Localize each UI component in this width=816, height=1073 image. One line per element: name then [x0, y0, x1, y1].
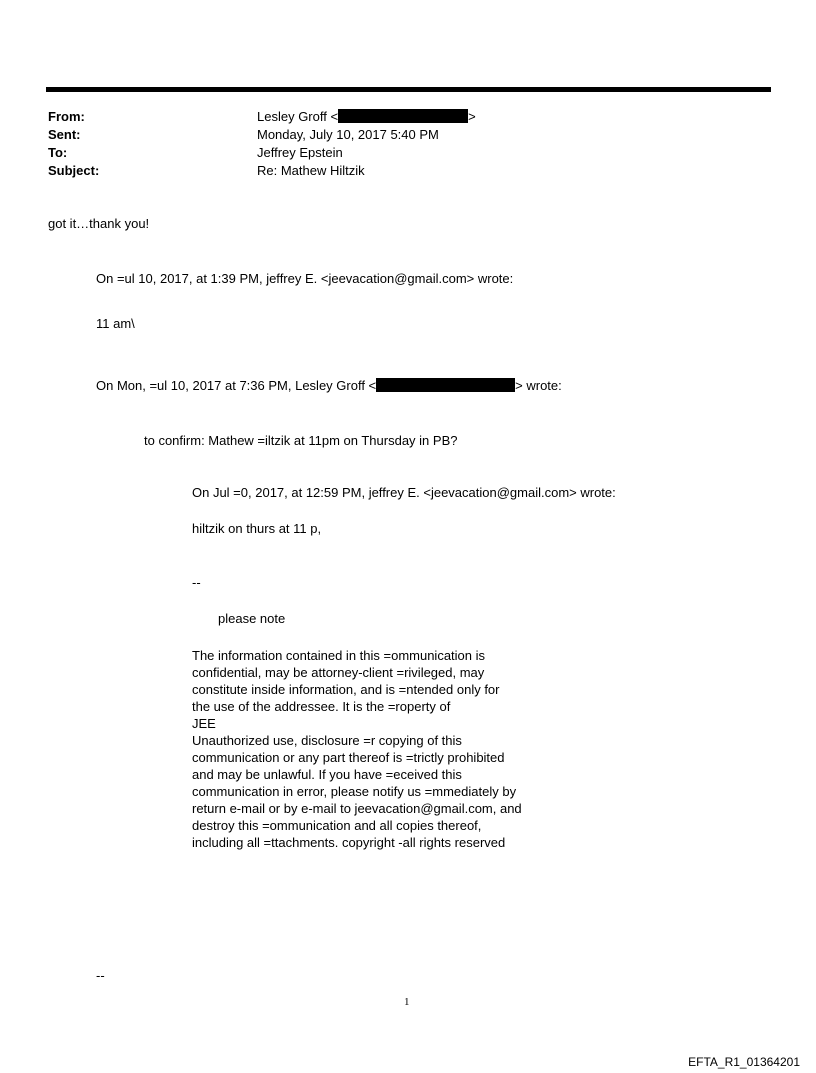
redaction-box	[376, 378, 515, 392]
disclaimer-line: confidential, may be attorney-client =rivileged, may	[192, 665, 485, 680]
quote1-header: On =ul 10, 2017, at 1:39 PM, jeffrey E. <jeevacation@gmail.com> wrote:	[96, 271, 514, 286]
disclaimer	[192, 647, 522, 851]
disclaimer-line: constitute inside information, and is =ntended only for	[192, 682, 500, 697]
disclaimer-line: destroy this =ommunication and all copies thereof,	[192, 818, 482, 833]
to-value: Jeffrey Epstein	[257, 145, 343, 160]
quote2-header	[96, 378, 562, 393]
signature-separator: --	[192, 575, 201, 590]
quote2-header-prefix: On Mon, =ul 10, 2017 at 7:36 PM, Lesley Groff <	[96, 378, 377, 393]
from-label: From:	[48, 109, 85, 124]
sent-value: Monday, July 10, 2017 5:40 PM	[257, 127, 439, 142]
subject-label: Subject:	[48, 163, 100, 178]
quote2-text: to confirm: Mathew =iltzik at 11pm on Thursday in PB?	[144, 433, 458, 448]
redaction-box	[338, 109, 468, 123]
disclaimer-line: and may be unlawful. If you have =eceived this	[192, 767, 462, 782]
reply-text: got it…thank you!	[48, 216, 150, 231]
page-number: 1	[404, 996, 410, 1008]
quote3-header: On Jul =0, 2017, at 12:59 PM, jeffrey E. <jeevacation@gmail.com> wrote:	[192, 485, 616, 500]
header-rule	[46, 87, 771, 92]
bottom-separator: --	[96, 968, 105, 983]
sent-label: Sent:	[48, 127, 81, 142]
please-note: please note	[218, 611, 286, 626]
disclaimer-line: including all =ttachments. copyright -all rights reserved	[192, 835, 506, 850]
from-close: >	[468, 109, 476, 124]
disclaimer-line: Unauthorized use, disclosure =r copying of this	[192, 733, 462, 748]
from-name: Lesley Groff <	[257, 109, 339, 124]
disclaimer-line: The information contained in this =ommunication is	[192, 648, 486, 663]
quote1-text: 11 am\	[96, 316, 135, 331]
quote3-text: hiltzik on thurs at 11 p,	[192, 521, 322, 536]
to-label: To:	[48, 145, 68, 160]
disclaimer-line: communication in error, please notify us =mmediately by	[192, 784, 517, 799]
subject-value: Re: Mathew Hiltzik	[257, 163, 365, 178]
disclaimer-line: JEE	[192, 716, 216, 731]
disclaimer-line: communication or any part thereof is =trictly prohibited	[192, 750, 505, 765]
quote2-header-suffix: > wrote:	[515, 378, 562, 393]
disclaimer-line: the use of the addressee. It is the =roperty of	[192, 699, 451, 714]
disclaimer-line: return e-mail or by e-mail to jeevacation@gmail.com, and	[192, 801, 522, 816]
bates-number: EFTA_R1_01364201	[688, 1055, 800, 1069]
from-value	[257, 109, 476, 124]
